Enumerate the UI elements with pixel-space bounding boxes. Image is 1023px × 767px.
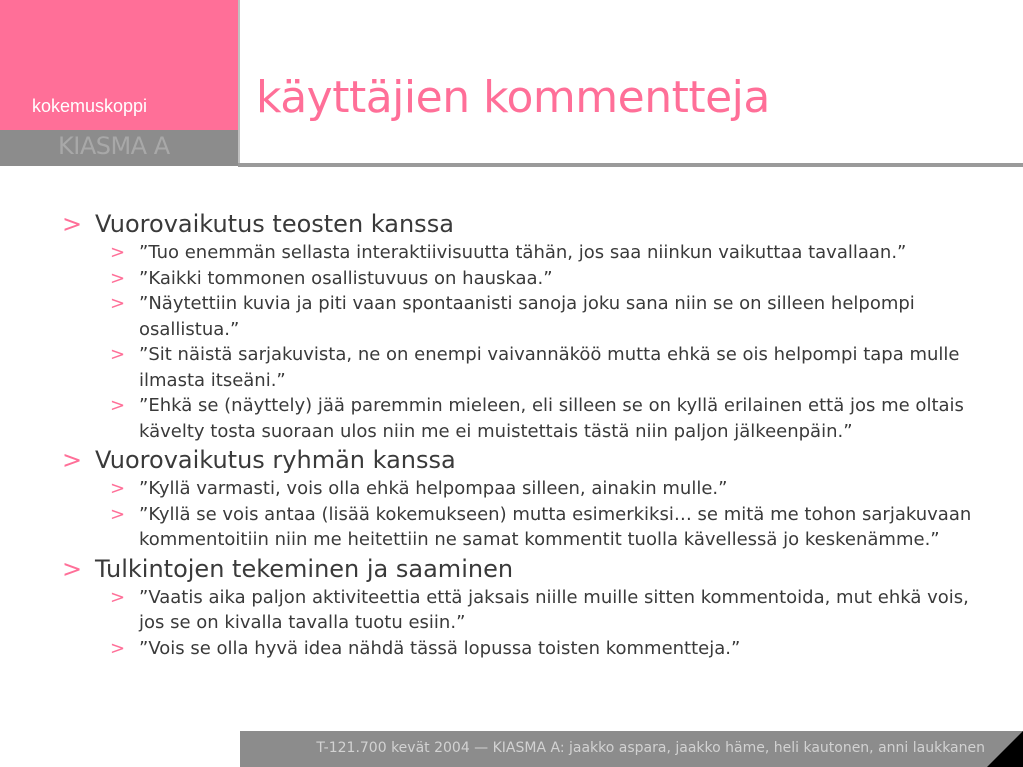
quote-item	[62, 291, 1002, 342]
header-horizontal-divider	[238, 163, 1023, 167]
quote-text: ”Näytettiin kuvia ja piti vaan spontaanisti sanoja joku sana niin se on silleen helpompi osallistua.”	[139, 293, 915, 340]
section-tulkintojen	[62, 553, 1002, 662]
brand-sub-label: KIASMA A	[58, 132, 170, 160]
quote-list	[62, 240, 1002, 444]
quote-list	[62, 476, 1002, 553]
quote-text: ”Sit näistä sarjakuvista, ne on enempi vaivannäköö mutta ehkä se ois helpompi tapa mulle ilmasta itseäni.”	[139, 344, 960, 391]
quote-text: ”Kaikki tommonen osallistuvuus on hauskaa.”	[139, 267, 553, 289]
quote-item	[62, 393, 1002, 444]
section-heading-text: Vuorovaikutus teosten kanssa	[95, 210, 454, 238]
section-ryhman	[62, 444, 1002, 553]
footer-text: T-121.700 kevät 2004 — KIASMA A: jaakko aspara, jaakko häme, heli kautonen, anni laukkanen	[316, 740, 985, 756]
quote-item	[62, 240, 1002, 266]
section-heading	[62, 208, 1002, 240]
section-heading	[62, 444, 1002, 476]
quote-item	[62, 636, 1002, 662]
bullet-arrow-icon: >	[62, 446, 83, 474]
section-heading	[62, 553, 1002, 585]
corner-triangle	[987, 731, 1023, 767]
quote-item	[62, 476, 1002, 502]
bullet-arrow-icon: >	[62, 554, 83, 583]
quote-text: ”Kyllä se vois antaa (lisää kokemukseen) mutta esimerkiksi… se mitä me tohon sarjakuvaan kommentoitiin niin me heitettiin ne samat kommentit tuolla kävellessä jo keskenämme.”	[139, 503, 972, 550]
sub-bullet-arrow-icon: >	[110, 586, 126, 608]
footer-bar	[240, 731, 1023, 767]
sub-bullet-arrow-icon: >	[110, 242, 126, 263]
sub-bullet-arrow-icon: >	[110, 503, 126, 525]
quote-text: ”Vois se olla hyvä idea nähdä tässä lopussa toisten kommentteja.”	[139, 637, 741, 659]
quote-text: ”Vaatis aika paljon aktiviteettia että jaksais niille muille sitten kommentoida, mut ehkä vois, jos se on kivalla tavalla tuotu esiin.”	[139, 586, 969, 633]
sub-bullet-arrow-icon: >	[110, 344, 126, 365]
bullet-content	[62, 208, 1002, 661]
header-vertical-divider	[238, 0, 240, 166]
quote-text: ”Tuo enemmän sellasta interaktiivisuutta tähän, jos saa niinkun vaikuttaa tavallaan.”	[139, 242, 907, 263]
slide-title: käyttäjien kommentteja	[256, 72, 770, 123]
quote-item	[62, 266, 1002, 292]
quote-item	[62, 585, 1002, 636]
sub-bullet-arrow-icon: >	[110, 267, 126, 289]
quote-text: ”Ehkä se (näyttely) jää paremmin mieleen, eli silleen se on kyllä erilainen että jos me oltais kävelty tosta suoraan ulos niin me ei muistettais tästä niin paljon jälkeenpäin.”	[139, 395, 964, 442]
quote-text: ”Kyllä varmasti, vois olla ehkä helpompaa silleen, ainakin mulle.”	[139, 478, 728, 499]
sub-bullet-arrow-icon: >	[110, 478, 126, 499]
section-heading-text: Tulkintojen tekeminen ja saaminen	[95, 554, 514, 583]
sub-bullet-arrow-icon: >	[110, 293, 126, 314]
sub-bullet-arrow-icon: >	[110, 395, 126, 416]
quote-item	[62, 502, 1002, 553]
brand-label: kokemuskoppi	[32, 96, 148, 116]
quote-item	[62, 342, 1002, 393]
section-heading-text: Vuorovaikutus ryhmän kanssa	[95, 446, 456, 474]
sub-bullet-arrow-icon: >	[110, 637, 126, 659]
quote-list	[62, 585, 1002, 662]
section-teosten	[62, 208, 1002, 444]
bullet-arrow-icon: >	[62, 210, 83, 238]
